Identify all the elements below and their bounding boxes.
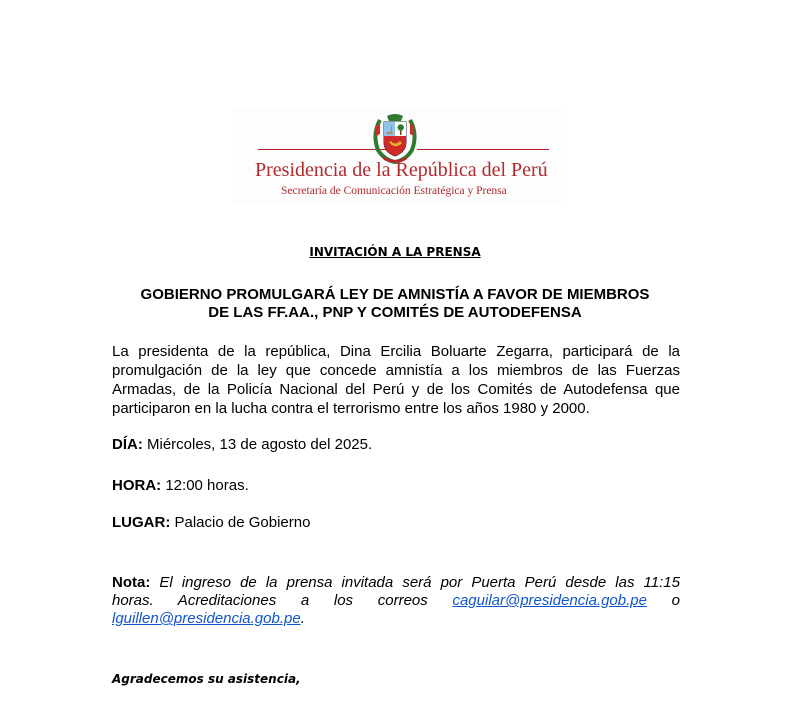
day-value: Miércoles, 13 de agosto del 2025.	[147, 436, 373, 453]
closing-text: Agradecemos su asistencia,	[112, 672, 301, 686]
note-text: El ingreso de la prensa invitada será por Puerta Perú desde las 11:15	[159, 574, 680, 591]
time-value: 12:00 horas.	[165, 477, 249, 494]
institution-name: Presidencia de la República del Perú	[255, 159, 548, 181]
note-line-3	[112, 610, 680, 628]
note-line-1	[112, 574, 680, 592]
body-line: promulgación de la ley que concede amnistía a los miembros de las Fuerzas	[112, 362, 680, 379]
institution-subtitle: Secretaría de Comunicación Estratégica y Prensa	[281, 185, 507, 197]
note-text: o	[671, 592, 681, 609]
place-value: Palacio de Gobierno	[174, 514, 311, 531]
note-text: horas. Acreditaciones a los correos	[112, 592, 428, 609]
headline-line: DE LAS FF.AA., PNP Y COMITÉS DE AUTODEFENSA	[208, 304, 582, 321]
email-link-caguilar[interactable]: caguilar@presidencia.gob.pe	[452, 592, 647, 609]
note-label: Nota:	[112, 574, 151, 591]
document-type-title: INVITACIÓN A LA PRENSA	[309, 245, 481, 259]
headline	[100, 286, 690, 322]
peru-coat-of-arms-icon	[370, 112, 420, 164]
day-label: DÍA:	[112, 436, 143, 453]
note-line-2	[112, 592, 680, 610]
letterhead-rule-right	[417, 149, 549, 150]
place-field	[112, 514, 310, 531]
day-field	[112, 436, 372, 453]
note-text: .	[300, 610, 305, 627]
headline-line: GOBIERNO PROMULGARÁ LEY DE AMNISTÍA A FAVOR DE MIEMBROS	[140, 286, 650, 303]
place-label: LUGAR:	[112, 514, 171, 531]
time-field	[112, 477, 249, 494]
letterhead	[232, 108, 562, 204]
body-line: La presidenta de la república, Dina Ercilia Boluarte Zegarra, participará de la	[112, 343, 680, 360]
note-block	[112, 574, 680, 628]
body-paragraph	[112, 342, 680, 418]
email-link-lguillen[interactable]: lguillen@presidencia.gob.pe	[112, 610, 301, 627]
body-line: participaron en la lucha contra el terrorismo entre los años 1980 y 2000.	[112, 400, 590, 417]
body-line: Armadas, de la Policía Nacional del Perú y de los Comités de Autodefensa que	[112, 381, 680, 398]
time-label: HORA:	[112, 477, 162, 494]
